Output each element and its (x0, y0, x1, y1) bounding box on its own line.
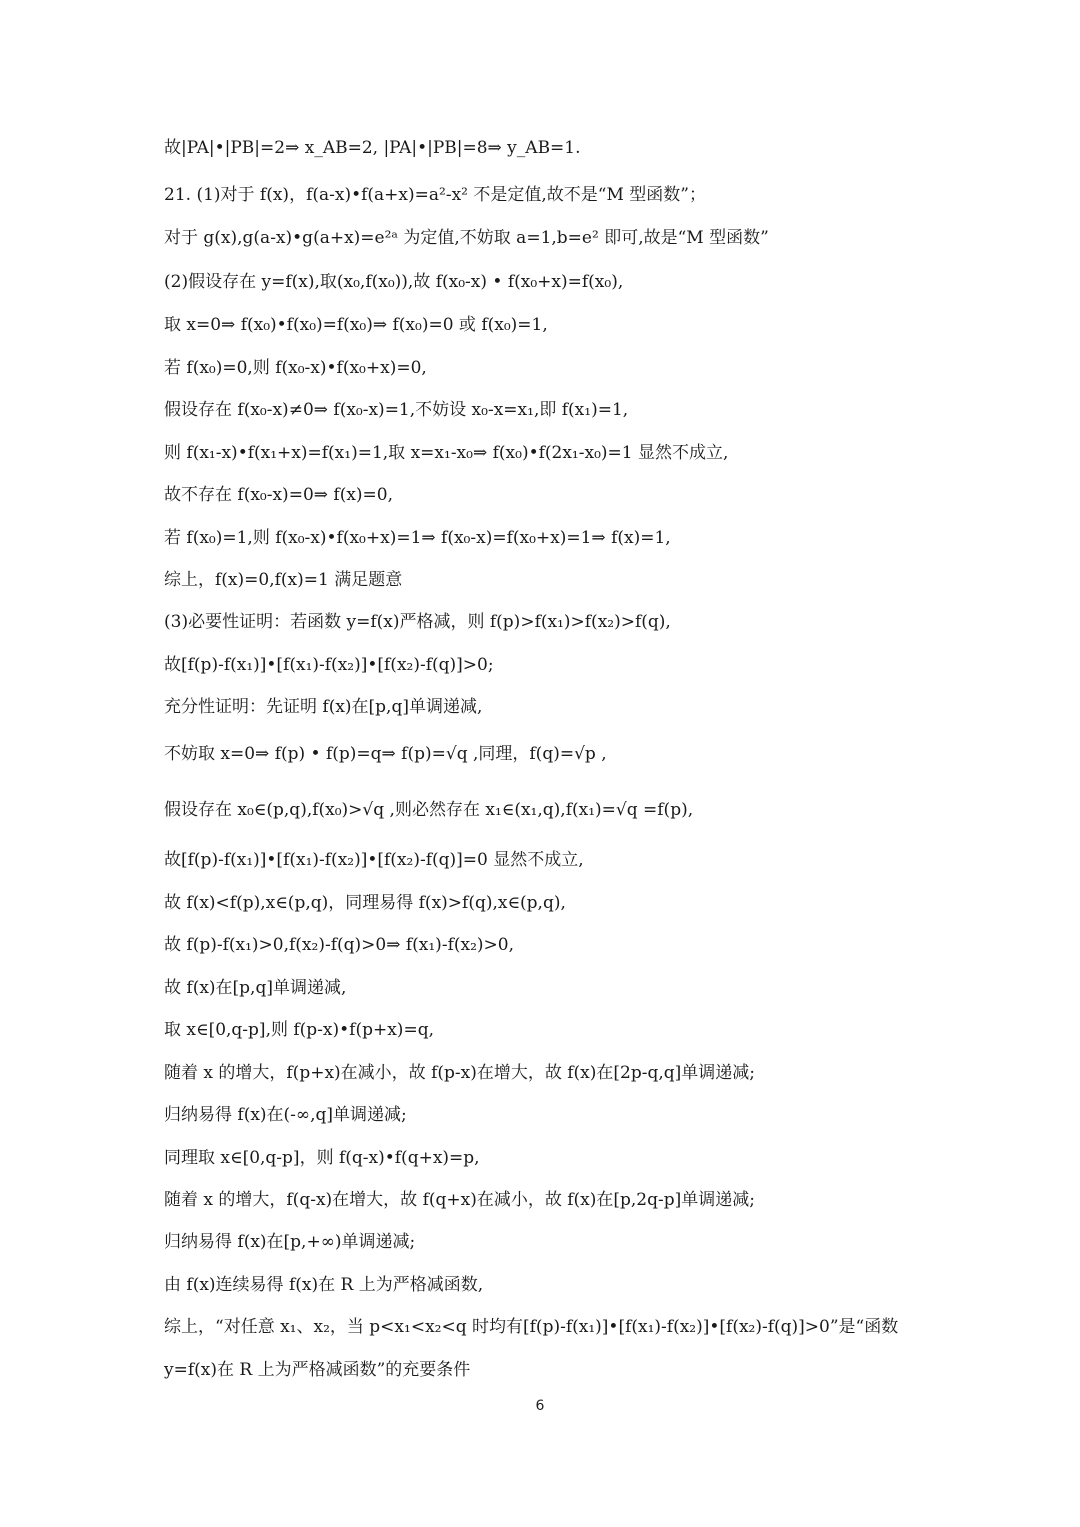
text-line: 若 f(x₀)=1,则 f(x₀-x)•f(x₀+x)=1⇒ f(x₀-x)=f(x₀+x)=1⇒ f(x)=1, (164, 528, 671, 548)
text-line: 对于 g(x),g(a-x)•g(a+x)=e²ᵃ 为定值,不妨取 a=1,b=e² 即可,故是“M 型函数” (164, 228, 769, 248)
text-line: 故 f(p)-f(x₁)>0,f(x₂)-f(q)>0⇒ f(x₁)-f(x₂)>0, (164, 935, 514, 955)
text-line: 随着 x 的增大，f(q-x)在增大，故 f(q+x)在减小，故 f(x)在[p,2q-p]单调递减; (164, 1190, 755, 1210)
text-line: (2)假设存在 y=f(x),取(x₀,f(x₀)),故 f(x₀-x) • f(x₀+x)=f(x₀), (164, 272, 624, 292)
text-line: 若 f(x₀)=0,则 f(x₀-x)•f(x₀+x)=0, (164, 358, 427, 378)
text-line: 故 f(x)在[p,q]单调递减, (164, 978, 347, 998)
text-line: 故 f(x)<f(p),x∈(p,q)，同理易得 f(x)>f(q),x∈(p,q), (164, 893, 566, 913)
text-line: 综上，f(x)=0,f(x)=1 满足题意 (164, 570, 403, 590)
text-line: 综上，“对任意 x₁、x₂，当 p<x₁<x₂<q 时均有[f(p)-f(x₁)]•[f(x₁)-f(x₂)]•[f(x₂)-f(q)]>0”是“函数 (164, 1317, 899, 1337)
text-line: 由 f(x)连续易得 f(x)在 R 上为严格减函数, (164, 1275, 484, 1295)
text-line: 同理取 x∈[0,q-p]，则 f(q-x)•f(q+x)=p, (164, 1148, 480, 1168)
text-line: y=f(x)在 R 上为严格减函数”的充要条件 (164, 1360, 471, 1380)
text-line: 不妨取 x=0⇒ f(p) • f(p)=q⇒ f(p)=√q ,同理，f(q)=√p , (164, 744, 607, 764)
text-line: 取 x∈[0,q-p],则 f(p-x)•f(p+x)=q, (164, 1020, 434, 1040)
text-line: (3)必要性证明：若函数 y=f(x)严格减，则 f(p)>f(x₁)>f(x₂)>f(q), (164, 612, 671, 632)
text-line: 随着 x 的增大，f(p+x)在减小，故 f(p-x)在增大，故 f(x)在[2p-q,q]单调递减; (164, 1063, 755, 1083)
text-line: 故不存在 f(x₀-x)=0⇒ f(x)=0, (164, 485, 394, 505)
text-line: 故|PA|•|PB|=2⇒ x_AB=2, |PA|•|PB|=8⇒ y_AB=1. (164, 138, 581, 158)
text-line: 取 x=0⇒ f(x₀)•f(x₀)=f(x₀)⇒ f(x₀)=0 或 f(x₀)=1, (164, 315, 548, 335)
text-line: 故[f(p)-f(x₁)]•[f(x₁)-f(x₂)]•[f(x₂)-f(q)]>0; (164, 655, 494, 675)
text-line: 归纳易得 f(x)在(-∞,q]单调递减; (164, 1105, 407, 1125)
text-line: 则 f(x₁-x)•f(x₁+x)=f(x₁)=1,取 x=x₁-x₀⇒ f(x₀)•f(2x₁-x₀)=1 显然不成立, (164, 443, 729, 463)
text-line: 归纳易得 f(x)在[p,+∞)单调递减; (164, 1232, 416, 1252)
text-line: 故[f(p)-f(x₁)]•[f(x₁)-f(x₂)]•[f(x₂)-f(q)]=0 显然不成立, (164, 850, 584, 870)
text-line: 假设存在 x₀∈(p,q),f(x₀)>√q ,则必然存在 x₁∈(x₁,q),f(x₁)=√q =f(p), (164, 800, 694, 820)
page-number: 6 (535, 1398, 545, 1414)
text-line: 假设存在 f(x₀-x)≠0⇒ f(x₀-x)=1,不妨设 x₀-x=x₁,即 f(x₁)=1, (164, 400, 629, 420)
text-line: 21. (1)对于 f(x)，f(a-x)•f(a+x)=a²-x² 不是定值,故不是“M 型函数”； (164, 185, 706, 205)
text-line: 充分性证明：先证明 f(x)在[p,q]单调递减, (164, 697, 483, 717)
